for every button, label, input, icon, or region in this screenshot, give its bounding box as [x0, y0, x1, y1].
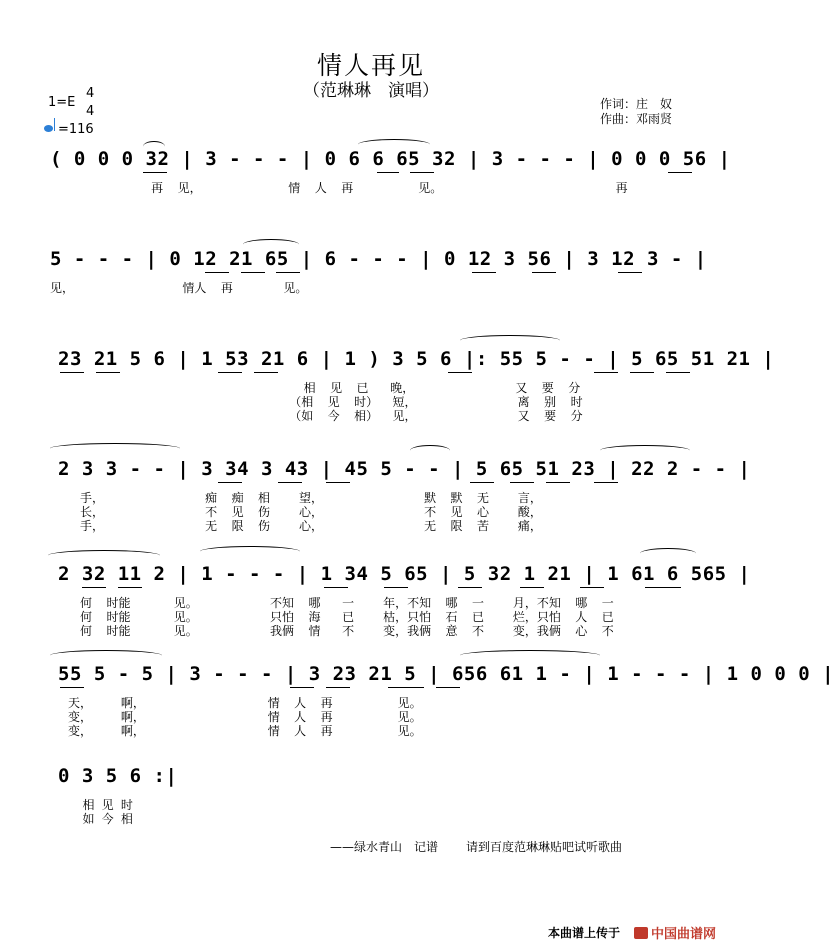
lyric-line: 再 见， 情 人 再 见。 再	[50, 181, 628, 195]
notation-row: 23 21 5 6 | 1 53 21 6 | 1 ) 3 5 6 |: 55 5 - - | 5 65 51 21 |	[58, 348, 775, 370]
staff-line-4	[0, 455, 751, 540]
notation-row: 5 - - - | 0 12 21 65 | 6 - - - | 0 12 3 56 | 3 12 3 - |	[50, 248, 707, 270]
staff-line-1	[0, 145, 742, 205]
lyric-line: 变， 啊， 情 人 再 见。	[68, 710, 422, 724]
lyricist-credit: 作词：庄 奴	[600, 97, 673, 111]
lyric-line: 何 时能 见。 我俩 情 不 变，我俩 意 不 变，我俩 心 不	[80, 624, 614, 638]
notation-row: 55 5 - 5 | 3 - - - | 3 23 21 5 | 656 61 1 - | 1 - - - | 1 0 0 0 |	[58, 663, 834, 685]
site-logo[interactable]	[634, 923, 716, 942]
notation-row: ( 0 0 0 32 | 3 - - - | 0 6 6 65 32 | 3 - - - | 0 0 0 56 |	[50, 148, 731, 170]
notation-row: 0 3 5 6 :|	[58, 765, 178, 787]
lyric-line: 如 今 相	[68, 812, 133, 826]
singer-subtitle: （范琳琳 演唱）	[303, 81, 439, 101]
lyric-line: 天， 啊， 情 人 再 见。	[68, 696, 422, 710]
lyric-line: （如 今 相） 见， 又 要 分	[58, 409, 583, 423]
lyric-line: 手， 痴 痴 相 望， 默 默 无 言，	[80, 491, 542, 505]
staff-line-2	[0, 245, 742, 305]
time-signature-top: 4	[86, 86, 95, 101]
lyric-line: 手， 无 限 伤 心， 无 限 苦 痛，	[80, 519, 542, 533]
lyric-line: 何 时能 见。 只怕 海 已 枯，只怕 石 已 烂，只怕 人 已	[80, 610, 614, 624]
lyric-line: 长， 不 见 伤 心， 不 见 心 酸，	[80, 505, 542, 519]
notation-row: 2 32 11 2 | 1 - - - | 1 34 5 65 | 5 32 1 21 | 1 61 6 565 |	[58, 563, 751, 585]
composer-credit: 作曲：邓雨贤	[600, 112, 673, 126]
notation-row: 2 3 3 - - | 3 34 3 43 | 45 5 - - | 5 65 51 23 | 22 2 - - |	[58, 458, 751, 480]
listen-note: 请到百度范琳琳贴吧试听歌曲	[466, 840, 623, 854]
site-name: 中国曲谱网	[651, 927, 717, 942]
transcriber-credit: ——绿水青山 记谱	[330, 840, 439, 854]
staff-line-7	[0, 762, 742, 826]
lyric-line: 何 时能 见。 不知 哪 一 年，不知 哪 一 月，不知 哪 一	[80, 596, 614, 610]
staff-line-6	[0, 660, 834, 745]
key-signature: 1=E	[48, 95, 76, 110]
time-signature-bottom: 4	[86, 104, 95, 119]
lyric-line: 见， 情人 再 见。	[50, 281, 308, 295]
lyric-line: （相 见 时） 短， 离 别 时	[58, 395, 583, 409]
staff-line-3	[0, 345, 775, 430]
logo-icon	[634, 927, 648, 939]
lyric-line: 变， 啊， 情 人 再 见。	[68, 724, 422, 738]
lyric-line: 相 见 已 晚， 又 要 分	[58, 381, 581, 395]
tempo-marking: =116	[58, 122, 94, 137]
song-title: 情人再见	[316, 51, 425, 80]
staff-line-5	[0, 560, 751, 645]
lyric-line: 相 见 时	[68, 798, 133, 812]
upload-text: 本曲谱上传于	[548, 926, 621, 940]
note-head-icon	[44, 125, 53, 132]
